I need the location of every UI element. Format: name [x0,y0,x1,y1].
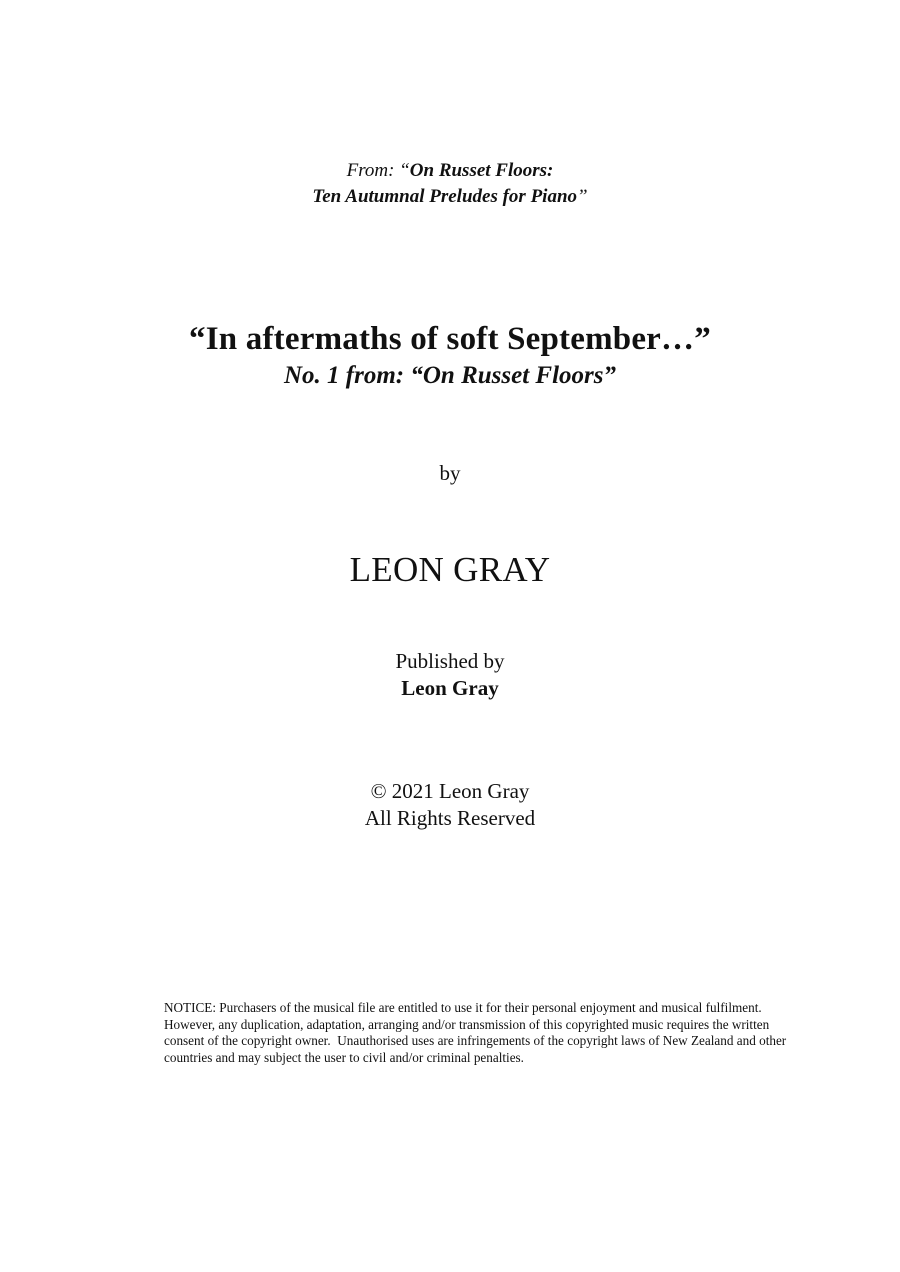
collection-line-2 [0,184,900,210]
by-label: by [439,461,461,485]
piece-title: “In aftermaths of soft September…” [189,321,711,357]
rights-reserved-line: All Rights Reserved [364,806,536,830]
collection-subtitle: Ten Autumnal Preludes for Piano [312,186,578,207]
collection-reference [0,158,900,210]
collection-line-1 [0,158,900,184]
composer-name: LEON GRAY [349,550,551,589]
publisher-name: Leon Gray [401,676,499,700]
from-prefix: From: “ [346,160,410,181]
collection-name: On Russet Floors: [409,160,554,181]
copyright-notice: NOTICE: Purchasers of the musical file are entitled to use it for their personal enjoyment and musical fulfilment. However, any duplication, adaptation, arranging and/or transmission of this copyrighted music requires the written consent of the copyright owner. Unauthorised uses are infringements of the copyright laws of New Zealand and other countries and may subject the user to civil and/or criminal penalties. [164,1000,787,1065]
piece-subtitle: No. 1 from: “On Russet Floors” [284,362,616,389]
publisher-block [0,648,900,702]
copyright-block [0,778,900,832]
copyright-line: © 2021 Leon Gray [370,779,530,803]
title-block [0,318,900,392]
publisher-label: Published by [395,649,505,673]
from-suffix: ” [577,186,588,207]
